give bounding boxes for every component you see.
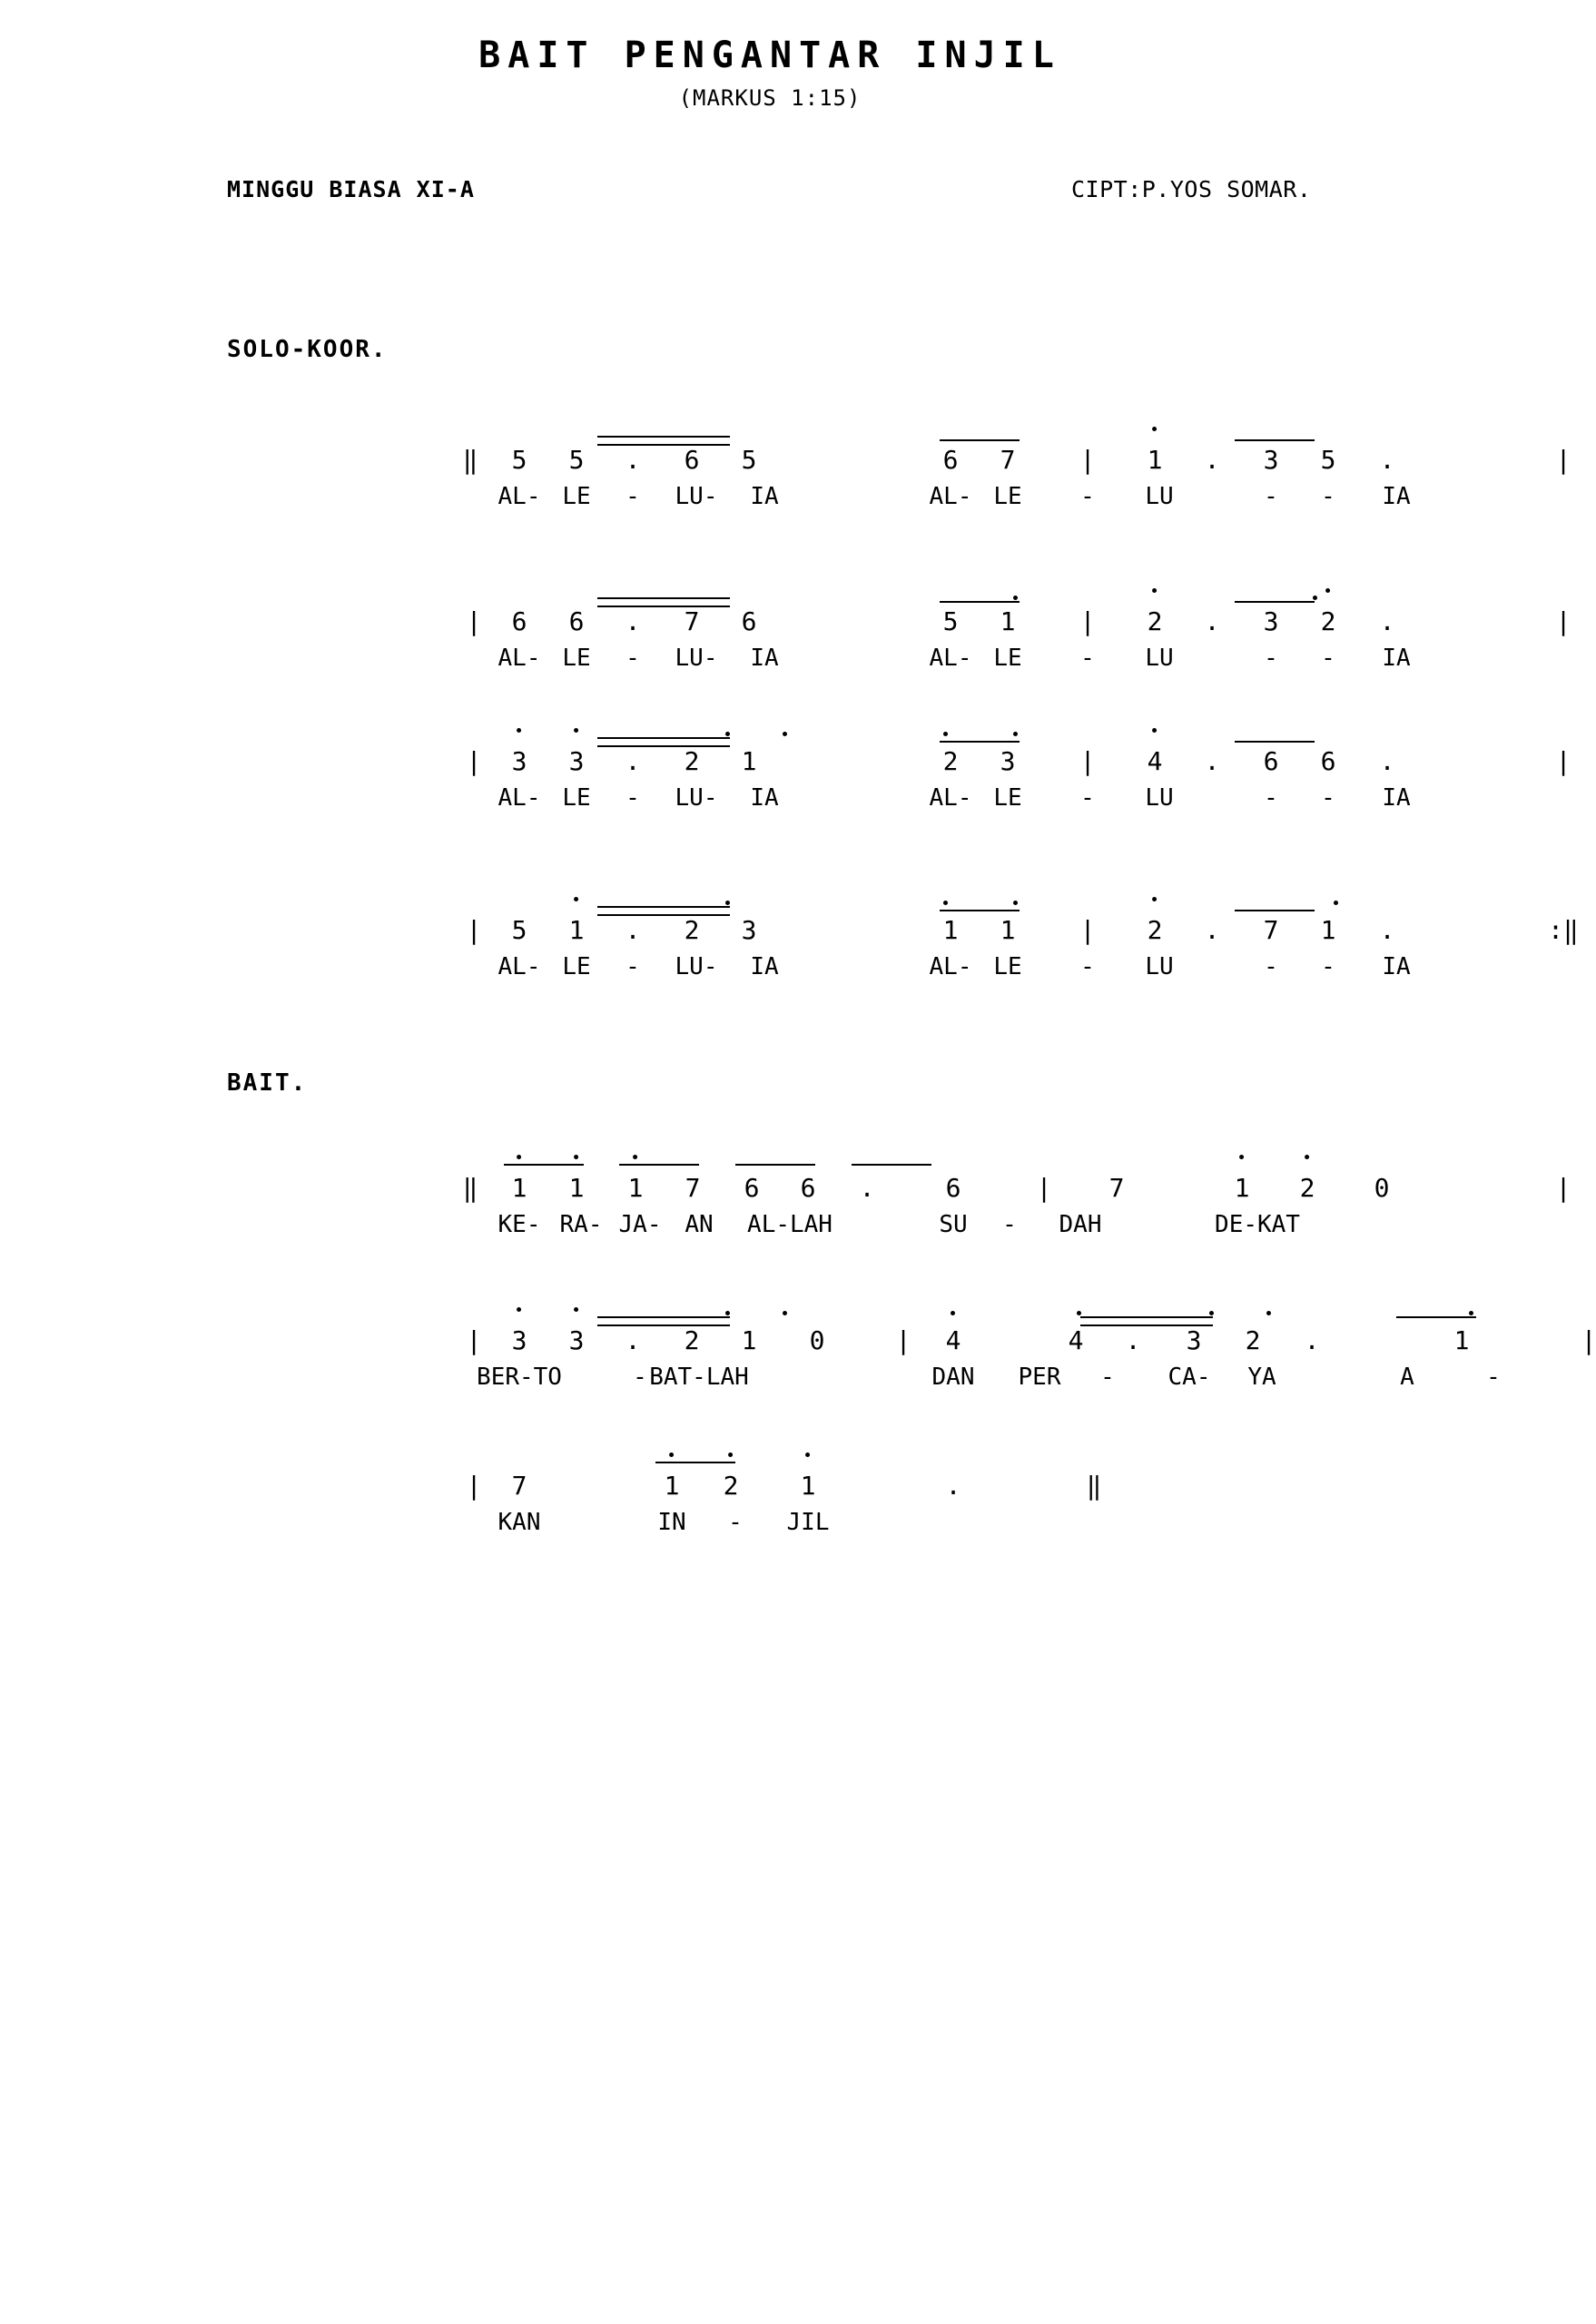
- lyric-syllable: -: [1321, 483, 1335, 510]
- composer-credit: CIPT:P.YOS SOMAR.: [1071, 176, 1312, 202]
- lyric-syllable: KE-: [498, 1211, 541, 1238]
- lyric-syllable: BAT-LAH: [649, 1364, 749, 1391]
- beam: [597, 1324, 730, 1326]
- octave-dot-icon: [725, 732, 730, 736]
- lyric-syllable: -: [1080, 645, 1095, 672]
- barline-open: ‖: [462, 1173, 478, 1203]
- note: 5: [568, 445, 585, 475]
- lyric-syllable: -: [1080, 483, 1095, 510]
- lyric-syllable: A: [1400, 1364, 1414, 1391]
- note-value: 1: [568, 1173, 585, 1203]
- barline-mid: |: [1079, 746, 1096, 776]
- beam: [655, 1462, 735, 1463]
- note: 1: [741, 746, 757, 776]
- music-system-verse-1: [227, 1153, 1571, 1262]
- lyric-syllable: SU: [939, 1211, 968, 1238]
- lyric-row: [227, 1509, 1407, 1545]
- dot: .: [1204, 746, 1220, 776]
- notation-row: [227, 1153, 1571, 1211]
- lyric-syllable: AL-: [498, 953, 541, 980]
- octave-dot-icon: [951, 1311, 955, 1315]
- lyric-syllable: -: [1321, 645, 1335, 672]
- lyric-syllable: LE: [993, 645, 1022, 672]
- note-value: 3: [511, 1325, 527, 1355]
- note: 2: [1245, 1325, 1261, 1355]
- octave-dot-icon: [1013, 732, 1018, 736]
- music-system-refrain-4: [227, 895, 1579, 1004]
- lyric-syllable: AL-LAH: [747, 1211, 832, 1238]
- dot: .: [1379, 445, 1395, 475]
- lyric-syllable: -: [626, 483, 640, 510]
- barline-close: |: [1555, 606, 1571, 636]
- notation-row: [227, 425, 1571, 483]
- lyric-syllable: DAN: [931, 1364, 975, 1391]
- lyric-syllable: -: [1321, 953, 1335, 980]
- lyric-syllable: DE-KAT: [1215, 1211, 1300, 1238]
- octave-dot-icon: [1305, 1155, 1309, 1159]
- lyric-syllable: -: [1264, 953, 1278, 980]
- note: [512, 1173, 527, 1203]
- octave-dot-icon: [1209, 1311, 1214, 1315]
- octave-dot-icon: [943, 901, 948, 905]
- lyric-syllable: LU: [1145, 953, 1174, 980]
- lyric-syllable: LE: [562, 784, 591, 812]
- lyric-syllable: BER-TO: [477, 1364, 562, 1391]
- note: 1: [1453, 1325, 1470, 1355]
- note: [665, 1471, 680, 1501]
- barline-close-repeat: :‖: [1548, 915, 1579, 945]
- note: [628, 1173, 644, 1203]
- lyric-syllable: LU: [1145, 483, 1174, 510]
- note: 1: [942, 915, 959, 945]
- notation-row: [227, 1451, 1407, 1509]
- note-value: 1: [800, 1471, 816, 1501]
- barline-mid: |: [1079, 606, 1096, 636]
- note: [512, 1325, 527, 1355]
- note: 2: [684, 1325, 700, 1355]
- beam: [735, 1164, 815, 1166]
- lyric-syllable: -: [626, 784, 640, 812]
- note: [801, 1471, 816, 1501]
- note-value: 2: [1147, 915, 1163, 945]
- note: 5: [511, 445, 527, 475]
- lyric-syllable: CA-: [1167, 1364, 1211, 1391]
- notation-row: [227, 586, 1571, 645]
- lyric-syllable: IA: [1382, 784, 1411, 812]
- note: 4: [945, 1325, 961, 1355]
- lyric-syllable: DAH: [1059, 1211, 1102, 1238]
- note-value: 4: [1147, 746, 1163, 776]
- lyric-syllable: AL-: [498, 483, 541, 510]
- dot: .: [625, 445, 641, 475]
- rest: 0: [1374, 1173, 1390, 1203]
- octave-dot-icon: [783, 732, 787, 736]
- note: 6: [568, 606, 585, 636]
- note: 3: [1263, 445, 1279, 475]
- beam: [1396, 1316, 1476, 1318]
- dot: .: [859, 1173, 875, 1203]
- page-title: BAIT PENGANTAR INJIL: [478, 34, 1061, 76]
- note-value: 1: [664, 1471, 680, 1501]
- lyric-syllable: IA: [1382, 483, 1411, 510]
- lyric-syllable: YA: [1247, 1364, 1276, 1391]
- octave-dot-icon: [633, 1155, 637, 1159]
- notation-row: [227, 1305, 1596, 1364]
- beam: [597, 444, 730, 446]
- octave-dot-icon: [1013, 596, 1018, 600]
- note-value: 3: [511, 746, 527, 776]
- beam: [1080, 1316, 1213, 1318]
- octave-dot-icon: [1152, 427, 1157, 431]
- barline-mid: |: [1079, 445, 1096, 475]
- barline-mid: |: [1079, 915, 1096, 945]
- beam: [852, 1164, 931, 1166]
- dot: .: [625, 746, 641, 776]
- section-label-bait: BAIT.: [227, 1069, 308, 1097]
- lyric-syllable: LU-: [675, 483, 718, 510]
- beam: [1235, 601, 1315, 603]
- barline-open: |: [466, 915, 482, 945]
- lyric-syllable: LE: [993, 784, 1022, 812]
- metadata-row: [0, 176, 1540, 207]
- octave-dot-icon: [1077, 1311, 1081, 1315]
- note: 6: [800, 1173, 816, 1203]
- lyric-syllable: AL-: [498, 784, 541, 812]
- lyric-syllable: -: [626, 953, 640, 980]
- lyric-syllable: LE: [562, 953, 591, 980]
- note: [1321, 606, 1336, 636]
- lyric-syllable: IA: [750, 784, 779, 812]
- octave-dot-icon: [943, 732, 948, 736]
- octave-dot-icon: [1266, 1311, 1271, 1315]
- barline-mid: |: [1036, 1173, 1052, 1203]
- music-system-refrain-1: [227, 425, 1571, 534]
- octave-dot-icon: [728, 1452, 733, 1457]
- octave-dot-icon: [574, 1307, 578, 1312]
- note-value: 1: [627, 1173, 644, 1203]
- note: 3: [1263, 606, 1279, 636]
- octave-dot-icon: [574, 897, 578, 901]
- dot: .: [625, 1325, 641, 1355]
- note: [724, 1471, 739, 1501]
- octave-dot-icon: [783, 1311, 787, 1315]
- lyric-syllable: -: [633, 1364, 647, 1391]
- note: 5: [741, 445, 757, 475]
- lyric-syllable: -: [728, 1509, 743, 1536]
- beam: [940, 910, 1020, 911]
- rest: 0: [809, 1325, 825, 1355]
- beam: [597, 597, 730, 599]
- note: [512, 746, 527, 776]
- note: [1148, 445, 1163, 475]
- note: 3: [1000, 746, 1016, 776]
- lyric-syllable: LE: [993, 483, 1022, 510]
- lyric-syllable: LU-: [675, 953, 718, 980]
- octave-dot-icon: [805, 1452, 810, 1457]
- note: 2: [684, 746, 700, 776]
- octave-dot-icon: [1334, 901, 1338, 905]
- note: [1235, 1173, 1250, 1203]
- music-system-refrain-2: [227, 586, 1571, 695]
- octave-dot-icon: [574, 1155, 578, 1159]
- note: 7: [1000, 445, 1016, 475]
- lyric-syllable: IA: [1382, 953, 1411, 980]
- lyric-syllable: -: [1264, 645, 1278, 672]
- dot: .: [1379, 606, 1395, 636]
- lyric-syllable: -: [1264, 784, 1278, 812]
- note: 3: [1186, 1325, 1202, 1355]
- note: 4: [1068, 1325, 1084, 1355]
- lyric-syllable: -: [1264, 483, 1278, 510]
- lyric-syllable: LU: [1145, 645, 1174, 672]
- lyric-syllable: AN: [685, 1211, 714, 1238]
- section-label-solo-koor: SOLO-KOOR.: [227, 336, 388, 363]
- lyric-syllable: RA-: [559, 1211, 603, 1238]
- music-system-verse-2: [227, 1305, 1596, 1414]
- lyric-syllable: -: [1080, 953, 1095, 980]
- barline-close: |: [1581, 1325, 1596, 1355]
- barline-open: |: [466, 606, 482, 636]
- lyric-syllable: AL-: [929, 483, 972, 510]
- note-value: 1: [1234, 1173, 1250, 1203]
- note: 6: [945, 1173, 961, 1203]
- beam: [504, 1164, 584, 1166]
- beam: [597, 606, 730, 607]
- barline-open: ‖: [462, 445, 478, 475]
- barline-open: |: [466, 1325, 482, 1355]
- dot: .: [1204, 915, 1220, 945]
- lyric-syllable: -: [626, 645, 640, 672]
- note: 5: [1320, 445, 1336, 475]
- note: 6: [741, 606, 757, 636]
- lyric-syllable: IA: [750, 645, 779, 672]
- beam: [597, 1316, 730, 1318]
- lyric-syllable: LU: [1145, 784, 1174, 812]
- beam: [1235, 910, 1315, 911]
- lyric-syllable: LE: [993, 953, 1022, 980]
- note: [1000, 606, 1016, 636]
- lyric-syllable: -: [1100, 1364, 1115, 1391]
- note-value: 1: [511, 1173, 527, 1203]
- barline-open: |: [466, 746, 482, 776]
- lyric-row: [227, 784, 1411, 821]
- lyric-syllable: LE: [562, 483, 591, 510]
- octave-dot-icon: [517, 1307, 521, 1312]
- lyric-syllable: JA-: [618, 1211, 662, 1238]
- lyric-syllable: AL-: [929, 953, 972, 980]
- barline-mid: |: [895, 1325, 911, 1355]
- note: [569, 1173, 585, 1203]
- beam: [940, 439, 1020, 441]
- octave-dot-icon: [725, 1311, 730, 1315]
- lyric-syllable: AL-: [498, 645, 541, 672]
- note-value: 3: [568, 746, 585, 776]
- barline-close: |: [1555, 1173, 1571, 1203]
- music-system-refrain-3: [227, 726, 1571, 835]
- dot: .: [1379, 915, 1395, 945]
- music-system-verse-3: [227, 1451, 1407, 1560]
- lyric-syllable: KAN: [498, 1509, 541, 1536]
- lyric-syllable: -: [1080, 784, 1095, 812]
- beam: [940, 741, 1020, 743]
- note: [569, 915, 585, 945]
- lyric-syllable: PER: [1018, 1364, 1061, 1391]
- octave-dot-icon: [1313, 596, 1317, 600]
- dot: .: [1379, 746, 1395, 776]
- barline-close: |: [1555, 445, 1571, 475]
- octave-dot-icon: [1469, 1311, 1473, 1315]
- beam: [597, 737, 730, 739]
- note: 1: [741, 1325, 757, 1355]
- note-value: 2: [1299, 1173, 1315, 1203]
- dot: .: [1204, 606, 1220, 636]
- octave-dot-icon: [517, 728, 521, 733]
- beam: [1235, 741, 1315, 743]
- note-value: 1: [568, 915, 585, 945]
- note: 5: [942, 606, 959, 636]
- lyric-syllable: IA: [750, 953, 779, 980]
- lyric-syllable: IA: [1382, 645, 1411, 672]
- octave-dot-icon: [1152, 588, 1157, 593]
- lyric-syllable: -: [1486, 1364, 1501, 1391]
- notation-row: [227, 726, 1571, 784]
- lyric-syllable: -: [1002, 1211, 1017, 1238]
- lyric-syllable: AL-: [929, 784, 972, 812]
- liturgical-occasion: MINGGU BIASA XI-A: [227, 176, 475, 202]
- note-value: 1: [1000, 606, 1016, 636]
- note: 6: [942, 445, 959, 475]
- note: 7: [1108, 1173, 1125, 1203]
- note-value: 2: [1147, 606, 1163, 636]
- octave-dot-icon: [517, 1155, 521, 1159]
- note: 7: [511, 1471, 527, 1501]
- note: 7: [1263, 915, 1279, 945]
- note: 7: [684, 606, 700, 636]
- lyric-syllable: LU-: [675, 645, 718, 672]
- octave-dot-icon: [725, 901, 730, 905]
- lyric-syllable: -: [1321, 784, 1335, 812]
- note: 7: [685, 1173, 701, 1203]
- octave-dot-icon: [1152, 728, 1157, 733]
- note: 6: [1263, 746, 1279, 776]
- lyric-row: [227, 1364, 1501, 1400]
- note: [1148, 915, 1163, 945]
- notation-row: [227, 895, 1579, 953]
- note: 5: [511, 915, 527, 945]
- beam: [1235, 439, 1315, 441]
- note: 2: [684, 915, 700, 945]
- note: [569, 1325, 585, 1355]
- note: [569, 746, 585, 776]
- note: 6: [744, 1173, 760, 1203]
- lyric-row: [227, 483, 1411, 519]
- note-value: 2: [723, 1471, 739, 1501]
- beam: [597, 745, 730, 747]
- dot: .: [945, 1471, 961, 1501]
- dot: .: [1125, 1325, 1141, 1355]
- octave-dot-icon: [1239, 1155, 1244, 1159]
- note-value: 2: [1320, 606, 1336, 636]
- note: [1148, 746, 1163, 776]
- beam: [619, 1164, 699, 1166]
- note: 6: [684, 445, 700, 475]
- note: [1148, 606, 1163, 636]
- barline-close: |: [1555, 746, 1571, 776]
- lyric-row: [227, 645, 1411, 681]
- note: 2: [942, 746, 959, 776]
- octave-dot-icon: [1325, 588, 1330, 593]
- note: 1: [1000, 915, 1016, 945]
- beam: [597, 914, 730, 916]
- octave-dot-icon: [574, 728, 578, 733]
- sheet-music-page: [0, 34, 1596, 2032]
- note: 3: [741, 915, 757, 945]
- note-value: 3: [568, 1325, 585, 1355]
- dot: .: [625, 606, 641, 636]
- lyric-syllable: LU-: [675, 784, 718, 812]
- octave-dot-icon: [1152, 897, 1157, 901]
- lyric-row: [227, 953, 1411, 990]
- barline-close: ‖: [1086, 1471, 1102, 1501]
- beam: [940, 601, 1020, 603]
- lyric-syllable: JIL: [786, 1509, 830, 1536]
- lyric-syllable: LE: [562, 645, 591, 672]
- beam: [597, 906, 730, 908]
- dot: .: [625, 915, 641, 945]
- scripture-reference: (MARKUS 1:15): [678, 85, 862, 111]
- dot: .: [1204, 445, 1220, 475]
- octave-dot-icon: [1013, 901, 1018, 905]
- dot: .: [1304, 1325, 1320, 1355]
- lyric-syllable: IA: [750, 483, 779, 510]
- lyric-row: [227, 1211, 1407, 1247]
- note: 1: [1320, 915, 1336, 945]
- note-value: 1: [1147, 445, 1163, 475]
- note: 6: [1320, 746, 1336, 776]
- note: [1300, 1173, 1315, 1203]
- lyric-syllable: AL-: [929, 645, 972, 672]
- lyric-syllable: IN: [657, 1509, 686, 1536]
- barline-open: |: [466, 1471, 482, 1501]
- beam: [597, 436, 730, 438]
- note: 6: [511, 606, 527, 636]
- octave-dot-icon: [669, 1452, 674, 1457]
